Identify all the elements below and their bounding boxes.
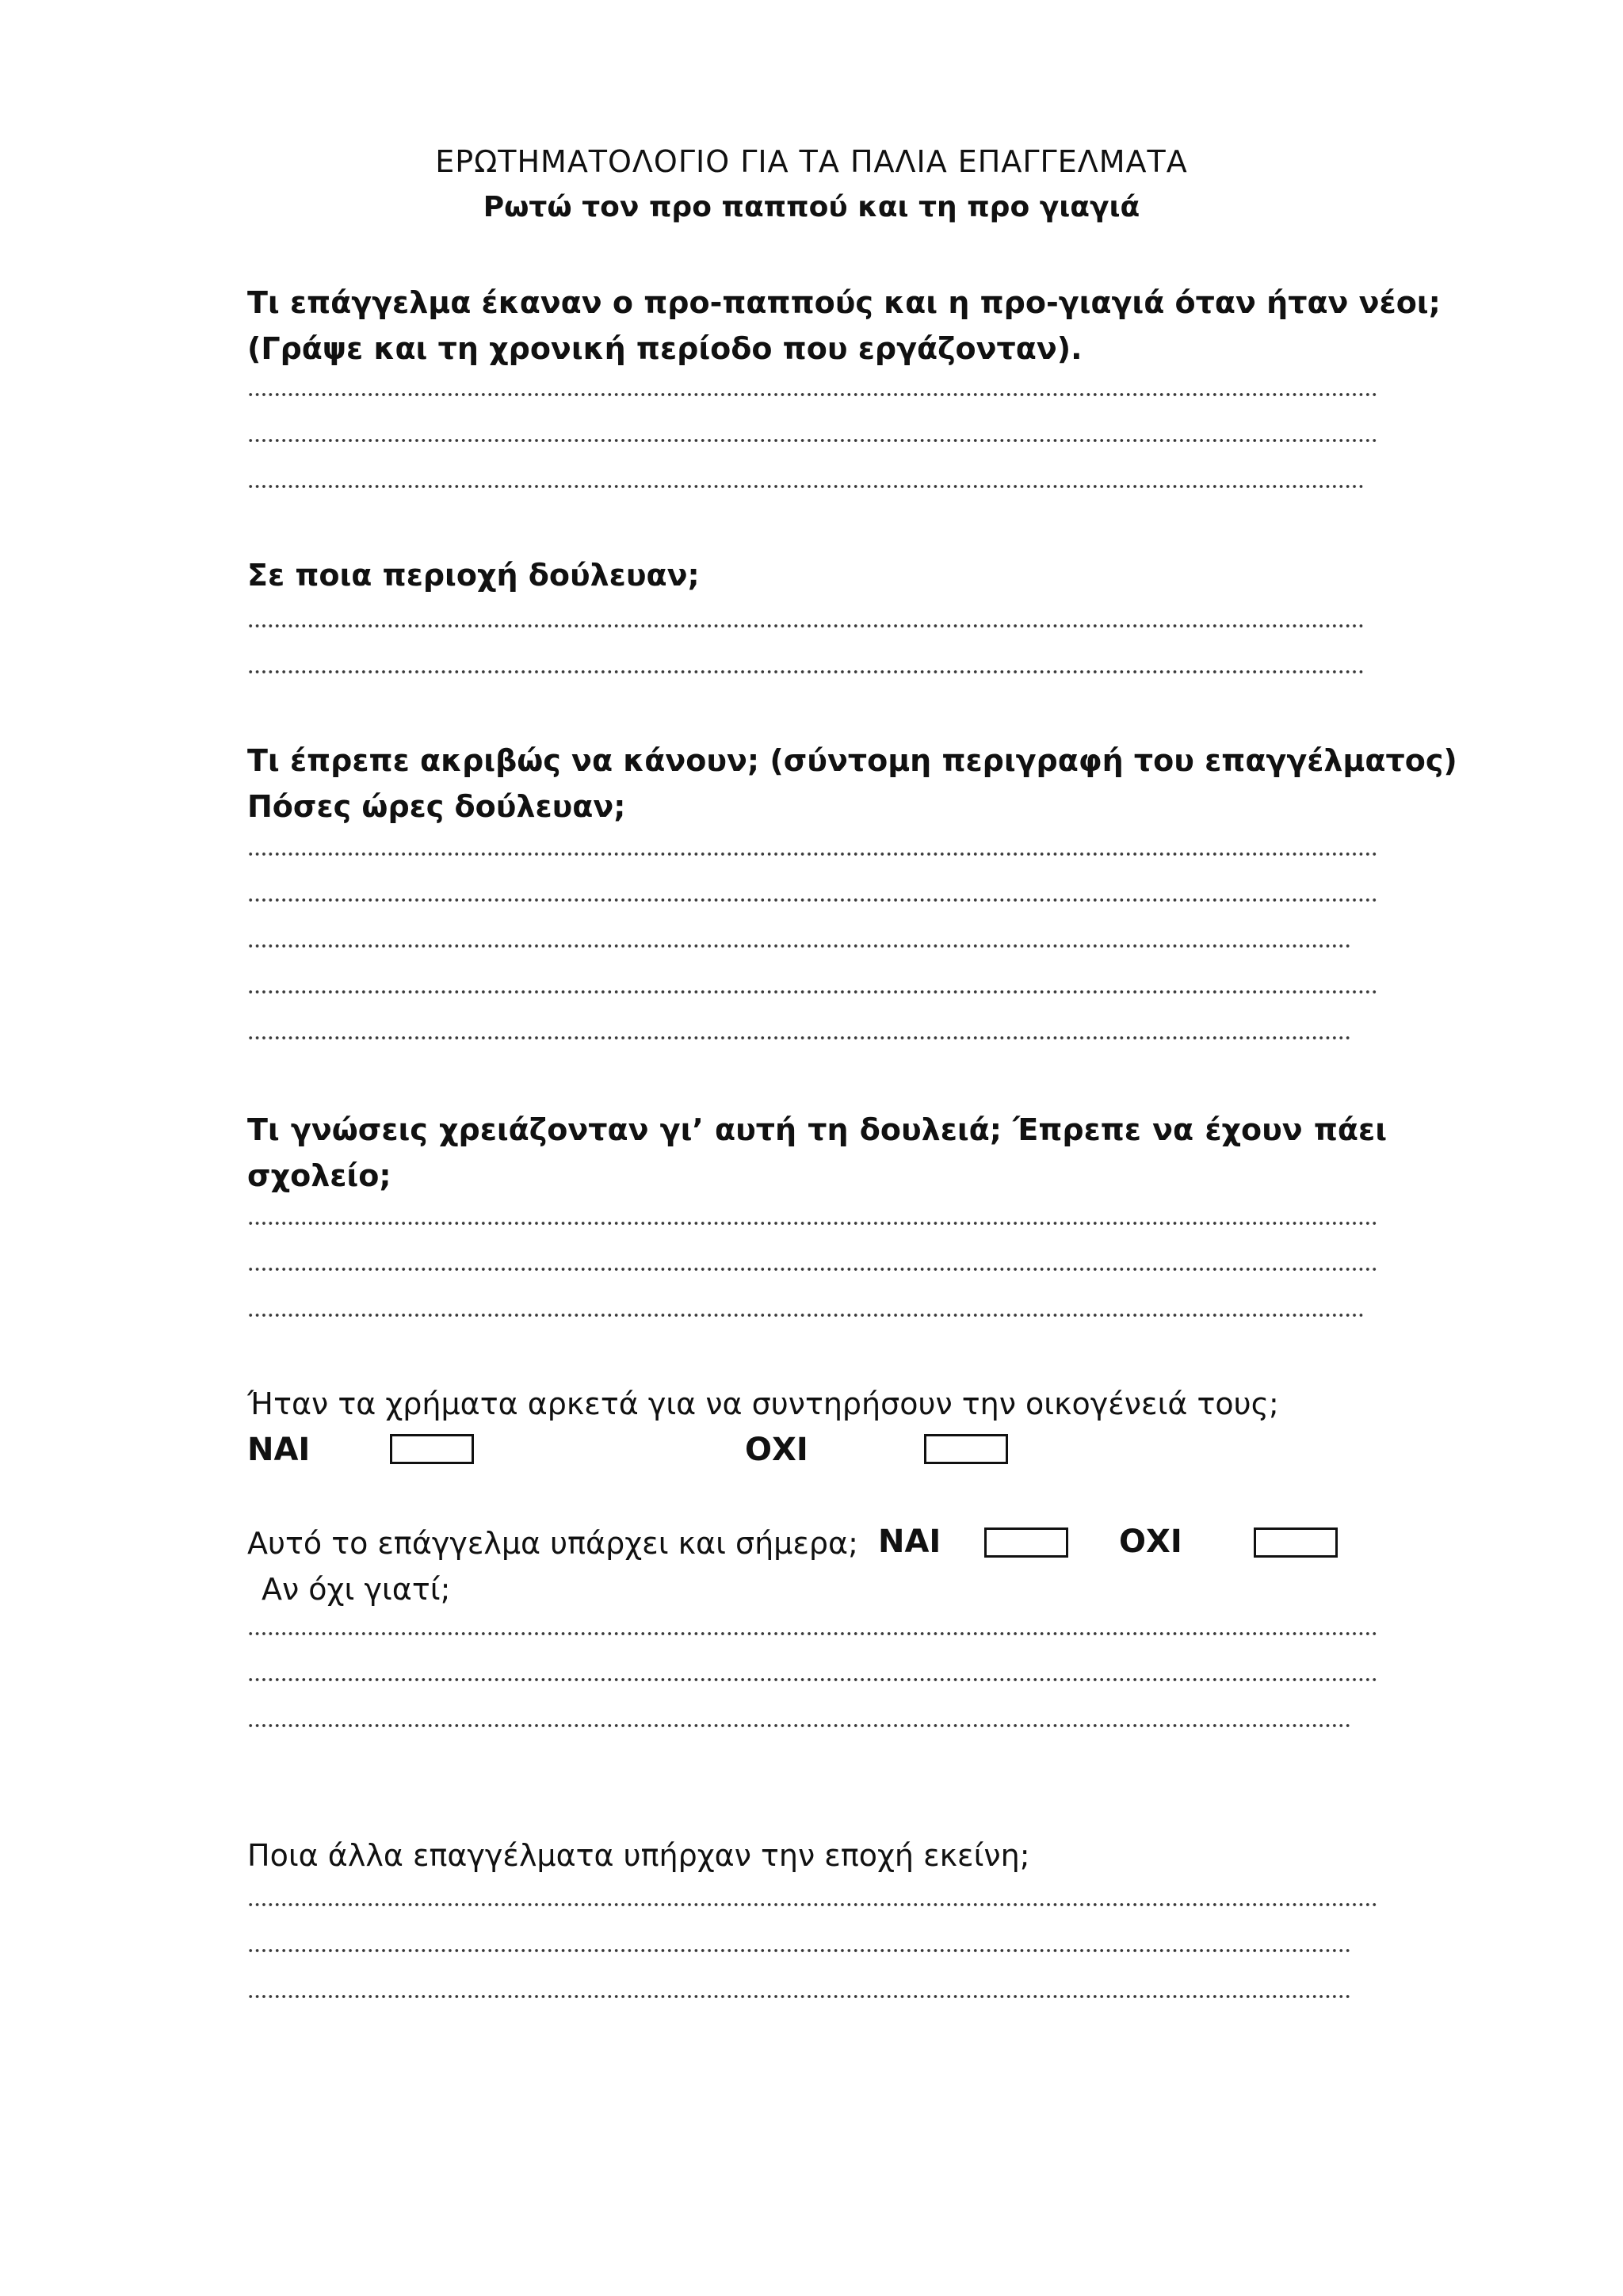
answer-line[interactable] [247,610,1365,642]
page-title: ΕΡΩΤΗΜΑΤΟΛΟΓΙΟ ΓΙΑ ΤΑ ΠΑΛΙΑ ΕΠΑΓΓΕΛΜΑΤΑ [435,144,1188,179]
answer-line[interactable] [247,379,1377,410]
question-6: Αυτό το επάγγελμα υπάρχει και σήμερα; [247,1526,858,1561]
question-2: Σε ποια περιοχή δούλευαν; [247,558,700,593]
question-3-line-2: Πόσες ώρες δούλευαν; [247,789,626,824]
question-3-line-1: Τι έπρεπε ακριβώς να κάνουν; (σύντομη περιγραφή του επαγγέλματος) [247,743,1457,778]
no-label: ΟΧΙ [1119,1524,1182,1560]
answer-line[interactable] [247,471,1365,502]
question-7: Ποια άλλα επαγγέλματα υπήρχαν την εποχή εκείνη; [247,1838,1030,1873]
yes-label: ΝΑΙ [878,1524,941,1560]
yes-checkbox[interactable] [390,1434,474,1464]
answer-line[interactable] [247,838,1377,870]
answer-line[interactable] [247,1935,1350,1966]
no-checkbox[interactable] [924,1434,1008,1464]
yes-checkbox[interactable] [984,1527,1068,1558]
answer-line[interactable] [247,1207,1377,1239]
question-1-line-1: Τι επάγγελμα έκαναν ο προ-παππούς και η προ-γιαγιά όταν ήταν νέοι; [247,285,1441,320]
page-subtitle: Ρωτώ τον προ παππού και τη προ γιαγιά [483,191,1140,223]
answer-line[interactable] [247,1253,1377,1285]
answer-line[interactable] [247,930,1350,962]
answer-line[interactable] [247,1299,1365,1331]
no-checkbox[interactable] [1254,1527,1338,1558]
answer-line[interactable] [247,1981,1350,2012]
answer-line[interactable] [247,1022,1350,1054]
answer-line[interactable] [247,884,1377,916]
question-1-line-2: (Γράψε και τη χρονική περίοδο που εργάζονταν). [247,331,1083,366]
answer-line[interactable] [247,976,1377,1008]
answer-line[interactable] [247,656,1365,688]
answer-line[interactable] [247,1618,1377,1650]
no-label: ΟΧΙ [745,1432,808,1468]
answer-line[interactable] [247,425,1377,456]
question-6-followup: Αν όχι γιατί; [262,1572,451,1607]
answer-line[interactable] [247,1710,1350,1741]
answer-line[interactable] [247,1664,1377,1695]
question-4-line-2: σχολείο; [247,1158,391,1193]
question-4-line-1: Τι γνώσεις χρειάζονταν γι’ αυτή τη δουλειά; Έπρεπε να έχουν πάει [247,1112,1387,1147]
yes-label: ΝΑΙ [247,1432,311,1468]
question-5: Ήταν τα χρήματα αρκετά για να συντηρήσουν την οικογένειά τους; [247,1386,1279,1421]
answer-line[interactable] [247,1889,1377,1920]
